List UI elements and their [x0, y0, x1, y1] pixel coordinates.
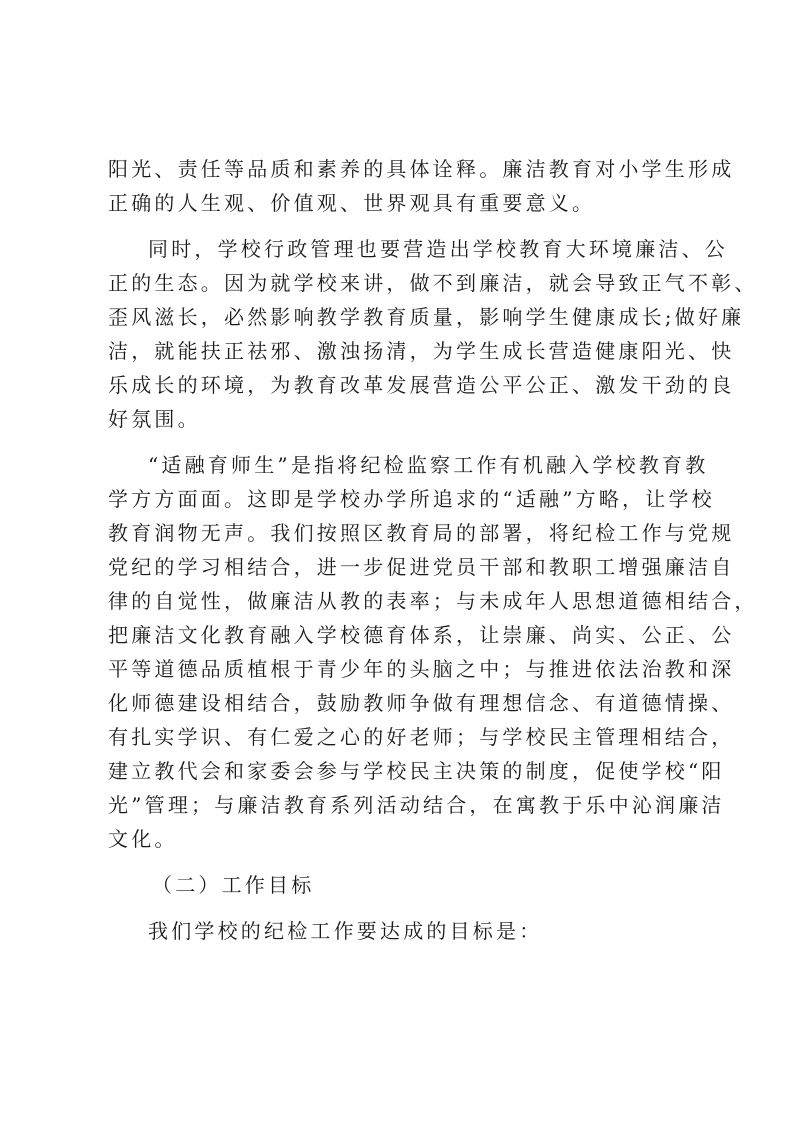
paragraph-4 — [108, 914, 688, 948]
text-line: 律的自觉性，做廉洁从教的表率；与未成年人思想道德相结合， — [108, 589, 758, 613]
body-text — [108, 152, 758, 948]
text-line: 教育润物无声。我们按照区教育局的部署，将纪检工作与党规 — [108, 521, 735, 545]
text-line: 平等道德品质植根于青少年的头脑之中；与推进依法治教和深 — [108, 657, 735, 681]
text-line: 乐成长的环境，为教育改革发展营造公平公正、激发干劲的良 — [108, 373, 735, 397]
paragraph-2 — [108, 232, 758, 436]
text-line: 化师德建设相结合，鼓励教师争做有理想信念、有道德情操、 — [108, 691, 735, 715]
text-line: 正确的人生观、价值观、世界观具有重要意义。 — [108, 191, 596, 215]
text-line: 把廉洁文化教育融入学校德育体系，让崇廉、尚实、公正、公 — [108, 623, 735, 647]
text-line: 党纪的学习相结合，进一步促进党员干部和教职工增强廉洁自 — [108, 555, 735, 579]
text-line: 光”管理；与廉洁教育系列活动结合，在寓教于乐中沁润廉洁 — [108, 793, 725, 817]
text-line: 学方方面面。这即是学校办学所追求的“适融”方略，让学校 — [108, 487, 715, 511]
text-line: 好氛围。 — [108, 407, 201, 431]
text-line: “适融育师生”是指将纪检监察工作有机融入学校教育教 — [148, 453, 709, 477]
section-heading: （二）工作目标 — [152, 873, 315, 897]
text-line: 我们学校的纪检工作要达成的目标是： — [148, 919, 543, 943]
text-line: 文化。 — [108, 827, 178, 851]
text-line: 歪风滋长，必然影响教学教育质量，影响学生健康成长;做好廉 — [108, 305, 745, 329]
text-line: 阳光、责任等品质和素养的具体诠释。廉洁教育对小学生形成 — [108, 157, 735, 181]
text-line: 建立教代会和家委会参与学校民主决策的制度，促使学校“阳 — [108, 759, 725, 783]
text-line: 正的生态。因为就学校来讲，做不到廉洁，就会导致正气不彰、 — [108, 271, 758, 295]
paragraph-3 — [108, 448, 758, 856]
text-line: 同时，学校行政管理也要营造出学校教育大环境廉洁、公 — [148, 237, 728, 261]
paragraph-1 — [108, 152, 735, 220]
text-line: 有扎实学识、有仁爱之心的好老师；与学校民主管理相结合， — [108, 725, 735, 749]
text-line: 洁，就能扶正祛邪、激浊扬清，为学生成长营造健康阳光、快 — [108, 339, 735, 363]
